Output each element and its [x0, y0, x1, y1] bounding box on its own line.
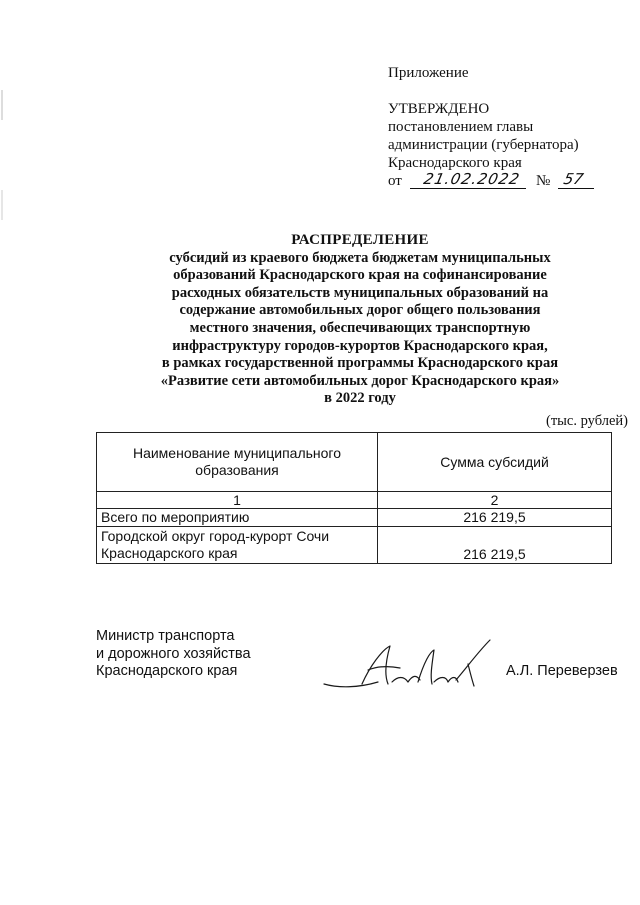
table-row [97, 527, 612, 564]
title-line: в рамках государственной программы Краснодарского края [161, 355, 559, 372]
column-number-1: 1 [97, 492, 378, 509]
title-line: «Развитие сети автомобильных дорог Краснодарского края» [160, 372, 560, 389]
date-value: 21.02.2022 [422, 170, 522, 188]
row-name: Городской округ город-курорт Сочи Краснодарского края [97, 527, 378, 564]
date-underline [410, 188, 526, 189]
document-title [90, 232, 630, 408]
scan-margin-marks [0, 90, 4, 230]
date-prefix: от [388, 173, 402, 189]
approval-line-3: Краснодарского края [388, 155, 522, 171]
handwritten-signature [318, 636, 498, 696]
title-line: местного значения, обеспечивающих транспортную [189, 319, 531, 336]
table-row [97, 509, 612, 527]
title-line: образований Краснодарского края на софинансирование [173, 267, 547, 284]
approval-block [388, 64, 633, 190]
approved-label: УТВЕРЖДЕНО [388, 101, 490, 117]
units-label: (тыс. рублей) [546, 413, 628, 429]
signer-position-line-2: и дорожного хозяйства [96, 645, 251, 662]
title-heading: РАСПРЕДЕЛЕНИЕ [291, 232, 429, 248]
signer-name: А.Л. Переверзев [506, 663, 618, 679]
title-line: расходных обязательств муниципальных образований на [171, 284, 549, 301]
header-amount: Сумма субсидий [378, 433, 612, 492]
number-underline [558, 188, 594, 189]
row-value: 216 219,5 [378, 527, 612, 564]
signer-position-line-1: Министр транспорта [96, 628, 235, 644]
row-name: Всего по мероприятию [97, 509, 378, 527]
column-number-2: 2 [378, 492, 612, 509]
header-municipality: Наименование муниципального образования [97, 433, 378, 492]
approval-line-2: администрации (губернатора) [388, 137, 579, 153]
appendix-label: Приложение [388, 65, 469, 81]
signer-block [96, 628, 251, 681]
title-line: инфраструктуру городов-курортов Краснодарского края, [172, 337, 548, 354]
table-header-row [97, 433, 612, 492]
signer-position-line-3: Краснодарского края [96, 663, 238, 679]
number-prefix: № [536, 173, 551, 189]
title-line: в 2022 году [324, 390, 396, 407]
date-number-row [388, 172, 633, 190]
row-value: 216 219,5 [378, 509, 612, 527]
number-value: 57 [562, 170, 586, 188]
title-line: субсидий из краевого бюджета бюджетам муниципальных [169, 249, 551, 266]
title-line: содержание автомобильных дорог общего пользования [179, 302, 541, 319]
column-number-row [97, 492, 612, 509]
approval-line-1: постановлением главы [388, 119, 534, 135]
subsidy-table [96, 432, 612, 564]
